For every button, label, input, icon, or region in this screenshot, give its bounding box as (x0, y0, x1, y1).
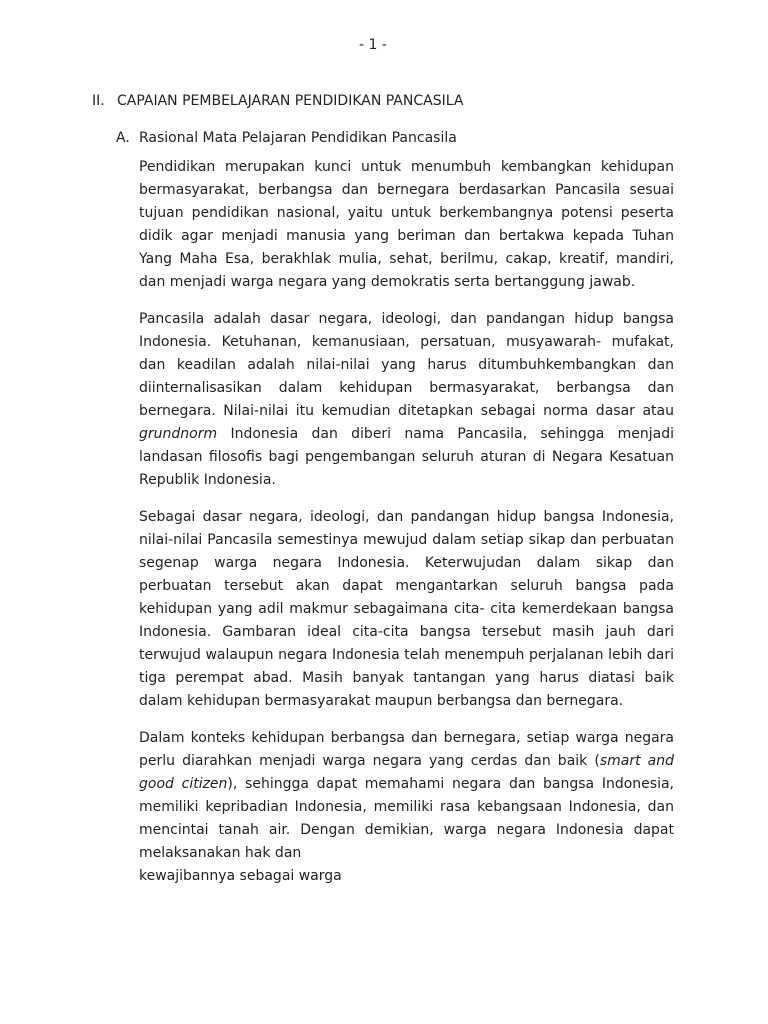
body-text (139, 156, 674, 902)
paragraph-4-continuation: kewajibannya sebagai warga (139, 868, 342, 884)
section-title: CAPAIAN PEMBELAJARAN PENDIDIKAN PANCASILA (117, 93, 464, 109)
paragraph-4-italic-term: smart and good citizen (139, 753, 675, 792)
paragraph-2 (139, 308, 674, 492)
subsection-heading (116, 130, 457, 146)
subsection-title: Rasional Mata Pelajaran Pendidikan Pancasila (139, 130, 457, 146)
paragraph-2-text-a: Pancasila adalah dasar negara, ideologi, dan pandangan hidup bangsa Indonesia. Ketuhanan, kemanusiaan, persatuan, musyawarah- mufakat, dan keadilan adalah nilai-nilai yang harus ditumbuhkembangkan dan diinternalisasikan dalam kehidupan bermasyarakat, berbangsa dan bernegara. Nilai-nilai itu kemudian ditetapkan sebagai norma dasar atau (139, 311, 674, 419)
paragraph-4-text-b: ), sehingga dapat memahami negara dan bangsa Indonesia, memiliki kepribadian Indonesia, memiliki rasa kebangsaan Indonesia, dan mencintai tanah air. Dengan demikian, warga negara Indonesia dapat melaksanakan hak dan (139, 776, 674, 861)
paragraph-4 (139, 727, 674, 865)
paragraph-4-text-a: Dalam konteks kehidupan berbangsa dan bernegara, setiap warga negara perlu diarahkan menjadi warga negara yang cerdas dan baik ( (139, 730, 674, 769)
section-heading (92, 93, 463, 109)
paragraph-2-text-b: Indonesia dan diberi nama Pancasila, sehingga menjadi landasan filosofis bagi pengembangan seluruh aturan di Negara Kesatuan Republik Indonesia. (139, 426, 674, 488)
paragraph-2-italic-term: grundnorm (139, 426, 218, 442)
page-number: - 1 - (359, 37, 387, 53)
paragraph-1: Pendidikan merupakan kunci untuk menumbuh kembangkan kehidupan bermasyarakat, berbangsa dan bernegara berdasarkan Pancasila sesuai tujuan pendidikan nasional, yaitu untuk berkembangnya potensi peserta didik agar menjadi manusia yang beriman dan bertakwa kepada Tuhan Yang Maha Esa, berakhlak mulia, sehat, berilmu, cakap, kreatif, mandiri, dan menjadi warga negara yang demokratis serta bertanggung jawab. (139, 159, 674, 290)
paragraph-3: Sebagai dasar negara, ideologi, dan pandangan hidup bangsa Indonesia, nilai-nilai Pancasila semestinya mewujud dalam setiap sikap dan perbuatan segenap warga negara Indonesia. Keterwujudan dalam sikap dan perbuatan tersebut akan dapat mengantarkan seluruh bangsa pada kehidupan yang adil makmur sebagaimana cita- cita kemerdekaan bangsa Indonesia. Gambaran ideal cita-cita bangsa tersebut masih jauh dari terwujud walaupun negara Indonesia telah menempuh perjalanan lebih dari tiga perempat abad. Masih banyak tantangan yang harus diatasi baik dalam kehidupan bermasyarakat maupun berbangsa dan bernegara. (139, 509, 674, 709)
section-number: II. (92, 93, 105, 109)
subsection-letter: A. (116, 130, 130, 146)
